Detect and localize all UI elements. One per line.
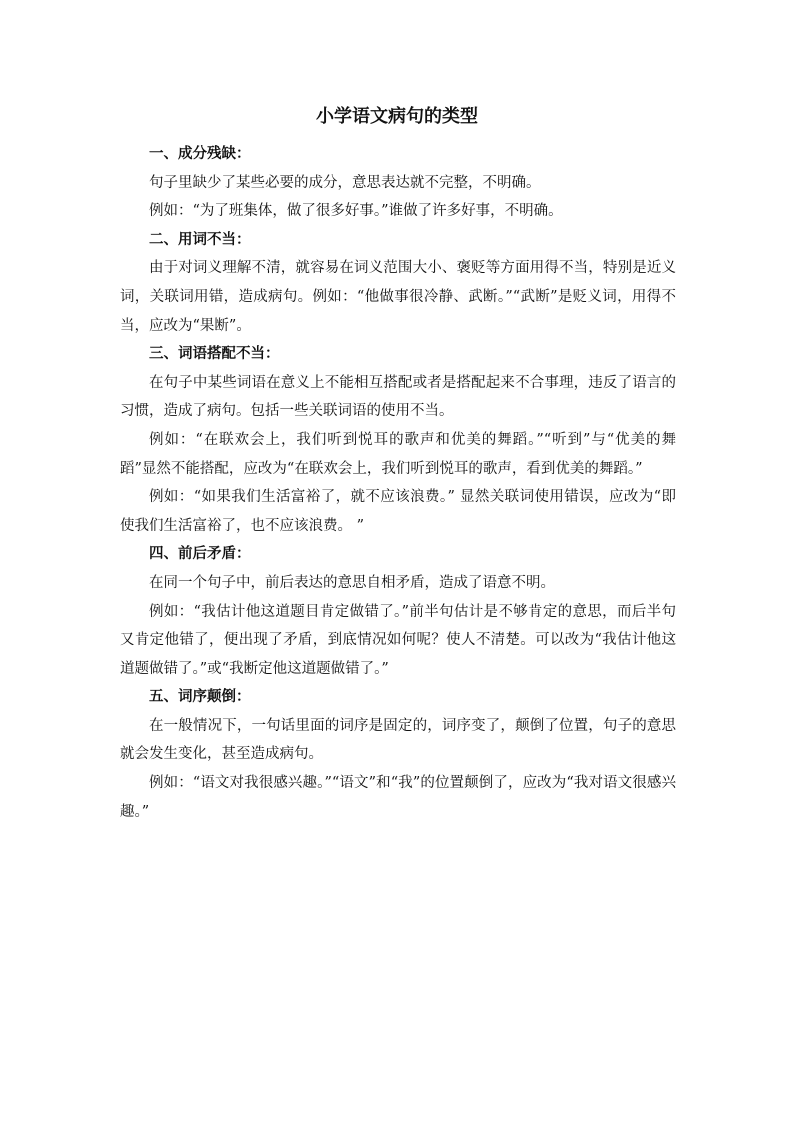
paragraph: 例如：“我估计他这道题目肯定做错了。”前半句估计是不够肯定的意思，而后半句又肯定他错了，便出现了矛盾，到底情况如何呢？使人不清楚。可以改为“我估计他这道题做错了。”或“我断定他这道题做错了。”	[120, 603, 676, 677]
paragraph: 在一般情况下，一句话里面的词序是固定的，词序变了，颠倒了位置，句子的意思就会发生变化，甚至造成病句。	[120, 717, 676, 763]
section-heading-4: 四、前后矛盾：	[149, 545, 251, 563]
paragraph: 例如：“为了班集体，做了很多好事。”谁做了许多好事，不明确。	[149, 203, 563, 220]
document-body	[120, 140, 676, 826]
paragraph: 例如：“如果我们生活富裕了，就不应该浪费。” 显然关联词使用错误，应改为“即使我们生活富裕了，也不应该浪费。 ”	[120, 489, 676, 534]
section-heading-3: 三、词语搭配不当：	[149, 345, 280, 363]
section-heading-1: 一、成分残缺：	[149, 145, 251, 162]
paragraph: 例如：“在联欢会上，我们听到悦耳的歌声和优美的舞蹈。”“听到”与“优美的舞蹈”显然不能搭配，应改为“在联欢会上，我们听到悦耳的歌声，看到优美的舞蹈。”	[120, 431, 676, 477]
document-title: 小学语文病句的类型	[316, 106, 478, 127]
paragraph: 句子里缺少了某些必要的成分，意思表达就不完整，不明确。	[149, 174, 541, 191]
section-heading-5: 五、词序颠倒：	[149, 688, 251, 706]
paragraph: 由于对词义理解不清，就容易在词义范围大小、褒贬等方面用得不当，特别是近义词，关联词用错，造成病句。例如：“他做事很冷静、武断。”“武断”是贬义词，用得不当，应改为“果断”。	[120, 260, 676, 334]
paragraph: 在句子中某些词语在意义上不能相互搭配或者是搭配起来不合事理，违反了语言的习惯，造成了病句。包括一些关联词语的使用不当。	[120, 374, 676, 420]
paragraph: 例如：“语文对我很感兴趣。”“语文”和“我”的位置颠倒了，应改为“我对语文很感兴趣。”	[120, 775, 676, 820]
paragraph: 在同一个句子中，前后表达的意思自相矛盾，造成了语意不明。	[149, 574, 555, 591]
section-heading-2: 二、用词不当：	[149, 230, 251, 248]
